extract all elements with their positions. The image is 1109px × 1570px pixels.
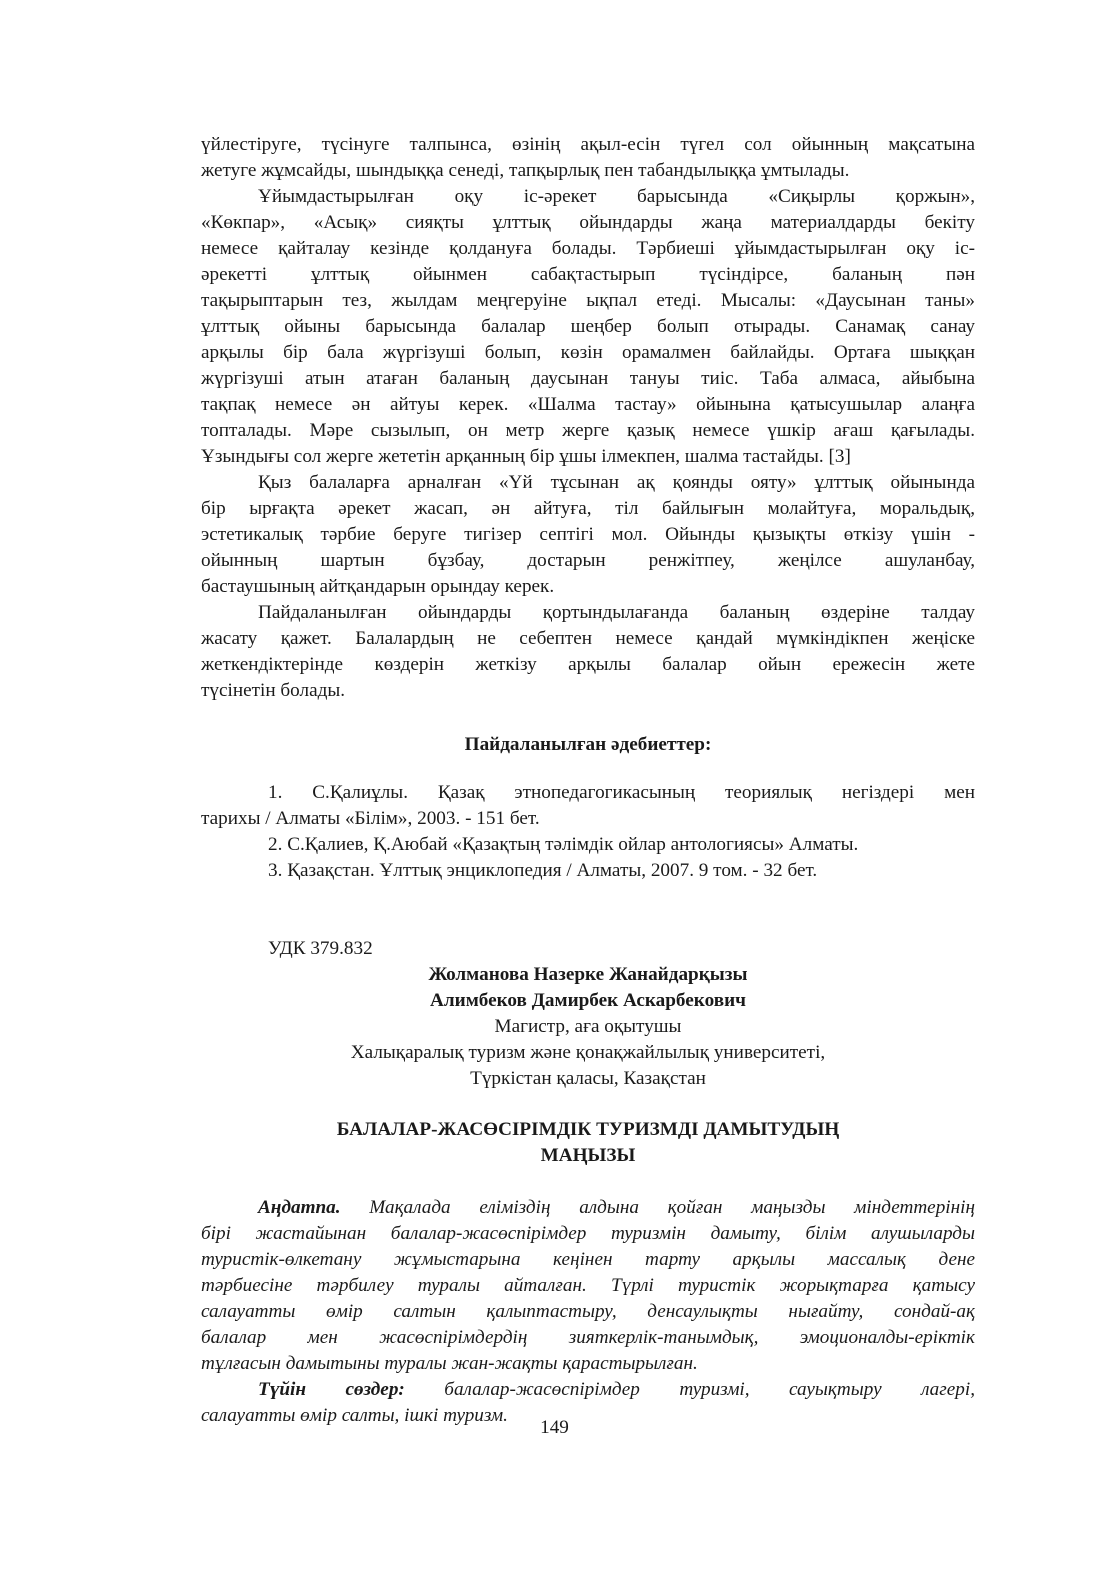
text-line: жасату қажет. Балалардың не себептен немесе қандай мүмкіндікпен жеңіске	[201, 628, 975, 649]
author-name: Жолманова Назерке Жанайдарқызы	[428, 964, 748, 985]
text-line: «Көкпар», «Асық» сияқты ұлттық ойындарды жаңа материалдарды бекіту	[201, 212, 975, 233]
text-line: немесе қайталау кезінде қолдануға болады. Тәрбиеші ұйымдастырылған оқу іс-	[201, 238, 975, 259]
author-city: Түркістан қаласы, Казақстан	[470, 1068, 706, 1089]
abstract-line: тәрбиесіне тәрбилеу туралы айталған. Түрлі туристік жорықтарға қатысу	[201, 1275, 975, 1296]
paragraph-4	[201, 600, 975, 704]
abstract-line: тұлғасын дамытыны туралы жан-жақты қарастырылған.	[201, 1353, 698, 1374]
udk-code: УДК 379.832	[268, 938, 373, 959]
keywords-text: балалар-жасөспірімдер туризмі, сауықтыру лагері,	[444, 1379, 975, 1400]
text-line: ұлттық ойыны барысында балалар шеңбер болып отырады. Санамақ санау	[201, 316, 975, 337]
text-line: арқылы бір бала жүргізуші болып, көзін орамалмен байлайды. Ортаға шыққан	[201, 342, 975, 363]
text-line: бір ырғақта әрекет жасап, ән айтуға, тіл байлығын молайтуға, моральдық,	[201, 498, 975, 519]
abstract-text: Мақалада еліміздің алдына қойған маңызды міндеттерінің	[369, 1197, 975, 1218]
article-title-line: МАҢЫЗЫ	[540, 1145, 636, 1166]
abstract-line: балалар мен жасөспірімдердің зияткерлік-танымдық, эмоционалды-еріктік	[201, 1327, 975, 1348]
text-line: топталады. Мәре сызылып, он метр жерге қазық немесе үшкір ағаш қағылады.	[201, 420, 975, 441]
abstract-line: салауатты өмір салтын қалыптастыру, денсаулықты нығайту, сондай-ақ	[201, 1301, 975, 1322]
abstract-label: Аңдатпа.	[258, 1197, 341, 1218]
text-line: ойынның шартын бұзбау, достарын ренжітпеу, жеңілсе ашуланбау,	[201, 550, 975, 571]
document-page	[201, 132, 975, 1429]
paragraph-1	[201, 132, 975, 184]
text-line: әрекетті ұлттық ойынмен сабақтастырып түсіндірсе, баланың пән	[201, 264, 975, 285]
keywords-line	[201, 1377, 975, 1403]
text-line: жүргізуші атын атаған баланың даусынан тануы тиіс. Таба алмаса, айыбына	[201, 368, 975, 389]
article-title	[201, 1117, 975, 1169]
text-line: жеткендіктерінде көздерін жеткізу арқылы балалар ойын ережесін жете	[201, 654, 975, 675]
text-line: Ұзындығы сол жерге жететін арқанның бір ұшы ілмекпен, шалма тастайды. [3]	[201, 446, 851, 467]
author-affiliation: Халықаралық туризм және қонақжайлылық университеті,	[350, 1042, 826, 1063]
author-position: Магистр, аға оқытушы	[494, 1016, 682, 1037]
text-line: Пайдаланылған ойындарды қортындылағанда баланың өздеріне талдау	[258, 602, 975, 623]
reference-item: 1. С.Қалиұлы. Қазақ этнопедагогикасының теориялық негіздері мен	[268, 782, 975, 803]
abstract-line: туристік-өлкетану жұмыстарына кеңінен тарту арқылы массалық дене	[201, 1249, 975, 1270]
abstract-line: бірі жастайынан балалар-жасөспірімдер туризмін дамыту, білім алушыларды	[201, 1223, 975, 1244]
article-title-line: БАЛАЛАР-ЖАСӨСІРІМДІК ТУРИЗМДІ ДАМЫТУДЫҢ	[336, 1119, 840, 1140]
page-number: 149	[540, 1417, 569, 1438]
keywords-label: Түйін сөздер:	[258, 1379, 405, 1400]
author-name: Алимбеков Дамирбек Аскарбекович	[430, 990, 746, 1011]
text-line: бастаушының айтқандарын орындау керек.	[201, 576, 555, 597]
references-title: Пайдаланылған әдебиеттер:	[464, 734, 712, 755]
reference-item: тарихы / Алматы «Білім», 2003. - 151 бет.	[201, 808, 540, 829]
reference-item: 3. Қазақстан. Ұлттық энциклопедия / Алматы, 2007. 9 том. - 32 бет.	[268, 860, 818, 881]
text-line: тақпақ немесе ән айтуы керек. «Шалма тастау» ойынына қатысушылар алаңға	[201, 394, 975, 415]
text-line: эстетикалық тәрбие беруге тигізер септігі мол. Ойынды қызықты өткізу үшін -	[201, 524, 975, 545]
references-list	[201, 780, 975, 884]
reference-item: 2. С.Қалиев, Қ.Аюбай «Қазақтың тәлімдік ойлар антологиясы» Алматы.	[268, 834, 859, 855]
text-line: тақырыптарын тез, жылдам меңгеруіне ықпал етеді. Мысалы: «Даусынан таны»	[201, 290, 975, 311]
paragraph-3	[201, 470, 975, 600]
abstract-line	[201, 1195, 975, 1221]
text-line: Ұйымдастырылған оқу іс-әрекет барысында «Сиқырлы қоржын»,	[258, 186, 975, 207]
abstract	[201, 1195, 975, 1429]
text-line: үйлестіруге, түсінуге талпынса, өзінің ақыл-есін түгел сол ойынның мақсатына	[201, 134, 975, 155]
text-line: түсінетін болады.	[201, 680, 346, 701]
text-line: жетуге жұмсайды, шындыққа сенеді, тапқырлық пен табандылыққа ұмтылады.	[201, 160, 850, 181]
paragraph-2	[201, 184, 975, 470]
text-line: Қыз балаларға арналған «Үй тұсынан ақ қоянды ояту» ұлттық ойынында	[258, 472, 975, 493]
keywords-line: салауатты өмір салты, ішкі туризм.	[201, 1405, 508, 1426]
